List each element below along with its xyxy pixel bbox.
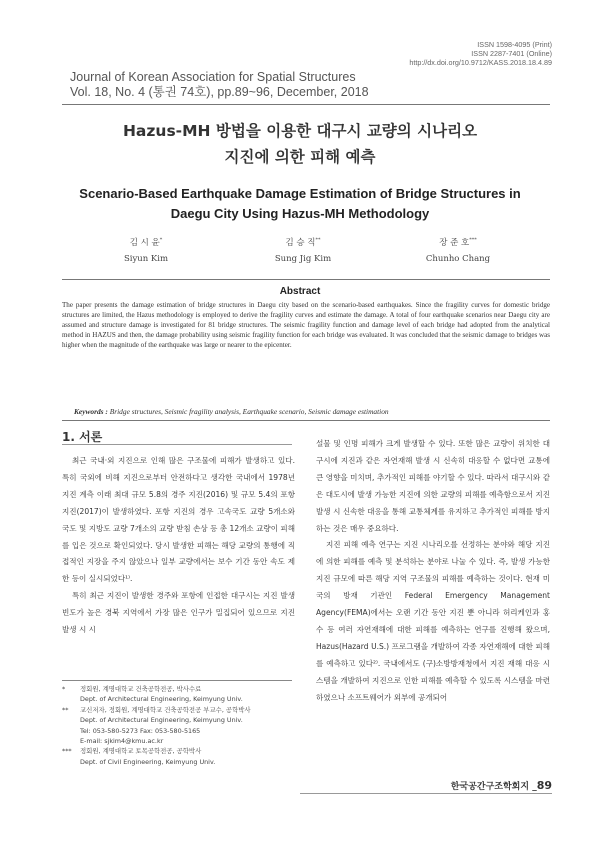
keywords-text: Bridge structures, Seismic fragility analysis, Earthquake scenario, Seismic damage estimation	[109, 407, 389, 416]
footnote-3-mark: ***	[62, 747, 72, 756]
footer-separator: _	[532, 782, 537, 792]
abstract-text: The paper presents the damage estimation of bridge structures in Daegu city based on the scenario-based earthquakes. Since the fragility curves for domestic bridge structures are limited, the Hazus methodology is employed to derive the fragility curves and estimate the damage. A total of four earthquake scenarios near Daegu city are assumed and structure damage is investigated for 81 bridge structures. The seismic fragility function and damage level of each bridge had adopted from the analytical method in HAZUS and then, the damage probability using seismic fragility function for each bridge was evaluated. It was concluded that the seismic damage to bridges was higher when the magnitude of the earthquake was large or nearer to the epicenter.	[62, 301, 550, 349]
footnote-2	[62, 705, 297, 747]
author-1	[86, 230, 206, 265]
author-2-name-en: Sung Jig Kim	[274, 253, 332, 264]
issn-print: ISSN 1598-4095 (Print)	[477, 40, 552, 49]
footnotes	[62, 684, 297, 767]
footnote-3	[62, 746, 297, 767]
journal-header	[70, 70, 369, 100]
footnote-1	[62, 684, 297, 705]
footnote-2-email[interactable]: E-mail: sjkim4@kmu.ac.kr	[80, 737, 164, 746]
footer-journal: 한국공간구조학회지	[450, 782, 530, 792]
journal-name: Journal of Korean Association for Spatial Structures	[70, 70, 356, 84]
footnote-1-mark: *	[62, 685, 66, 693]
footnote-rule	[62, 680, 292, 681]
author-3	[398, 230, 518, 265]
abstract-bottom-rule	[62, 420, 550, 421]
footnote-3-line1: 정회원, 계명대학교 토목공학전공, 공학박사	[80, 747, 202, 756]
right-paragraph-2: 지진 피해 예측 연구는 지진 시나리오를 선정하는 분야와 해당 지진에 의한 피해를 예측 및 분석하는 분야로 나눌 수 있다. 즉, 발생 가능한 지진 규모에 따른 해당 지역 구조물의 피해를 예측하는 것이다. 현재 미국의 방재 기관인 Federal Emergency Management Agency(FEMA)에서는 오랜 기간 동안 지진 뿐 아니라 허리케인과 홍수 등 여러 자연재해에 대한 피해를 예측하는 연구를 진행해 왔으며, Hazus(Hazard U.S.) 프로그램을 개발하여 각종 자연재해에 대한 피해를 예측하고 있다²⁾. 국내에서도 (구)소방방재청에서 지진 재해 대응 시스템을 개발하여 지진으로 인한 피해를 예측할 수 있도록 시스템을 마련하였으나 소프트웨어가 외부에 공개되어	[316, 540, 550, 702]
left-paragraph-1: 최근 국내·외 지진으로 인해 많은 구조물에 피해가 발생하고 있다. 특히 국외에 비해 지진으로부터 안전하다고 생각한 국내에서 1978년 지진 계측 이래 최대 규모 5.8의 경주 지진(2016) 및 규모 5.4의 포항 지진(2017)이 발생하였다. 포항 지진의 경우 고속국도 교량 5개소와 국도 및 지방도 교량 7개소의 교량 받침 손상 등 총 12개소 교량이 피해를 입은 것으로 확인되었다. 당시 발생한 피해는 해당 교량의 통행에 직접적인 지장을 주지 않았으나 일부 교량에서는 보수 기간 동안 속도 제한 등이 실시되었다¹⁾.	[62, 456, 295, 584]
author-1-mark: *	[159, 237, 163, 243]
keywords	[74, 407, 544, 416]
left-column	[62, 453, 295, 639]
footnote-2-mark: **	[62, 705, 69, 714]
author-2-mark: **	[315, 237, 321, 243]
issn-online: ISSN 2287-7401 (Online)	[471, 49, 552, 58]
footer-page-number: 89	[536, 779, 552, 792]
section-heading: 1. 서론	[62, 430, 103, 444]
footnote-2-phone: Tel: 053-580-5273 Fax: 053-580-5165	[80, 726, 201, 735]
footnote-2-line1: 교신저자, 정회원, 계명대학교 건축공학전공 부교수, 공학박사	[80, 705, 251, 714]
abstract-top-rule	[62, 279, 550, 280]
footnote-1-line1: 정회원, 계명대학교 건축공학전공, 박사수료	[80, 685, 202, 693]
title-korean-line2: 지진에 의한 피해 예측	[224, 148, 376, 166]
volume-line: Vol. 18, No. 4 (통권 74호), pp.89~96, December, 2018	[70, 85, 369, 99]
footnote-2-line2: Dept. of Architectural Engineering, Keimyung Univ.	[80, 716, 243, 725]
page-footer	[451, 779, 552, 792]
right-column	[316, 436, 550, 707]
footnote-3-line2: Dept. of Civil Engineering, Keimyung Univ.	[80, 757, 216, 766]
author-1-name-ko: 김 시 윤	[129, 237, 160, 248]
footnote-1-line2: Dept. of Architectural Engineering, Keimyung Univ.	[80, 695, 243, 704]
title-english-line1: Scenario-Based Earthquake Damage Estimation of Bridge Structures in	[79, 186, 521, 201]
left-paragraph-2: 특히 최근 지진이 발생한 경주와 포항에 인접한 대구시는 지진 발생 빈도가 높은 경북 지역에서 가장 많은 인구가 밀집되어 있으므로 지진 발생 시 시	[62, 591, 295, 635]
title-korean-line1: Hazus-MH 방법을 이용한 대구시 교량의 시나리오	[122, 122, 478, 140]
author-2-name-ko: 김 승 직	[285, 237, 316, 248]
doi-link[interactable]: http://dx.doi.org/10.9712/KASS.2018.18.4.89	[409, 58, 552, 67]
author-1-name-en: Siyun Kim	[123, 253, 169, 264]
keywords-label: Keywords :	[74, 407, 110, 416]
title-english-line2: Daegu City Using Hazus-MH Methodology	[170, 206, 430, 221]
author-2	[243, 230, 363, 265]
section-heading-underline	[62, 444, 292, 445]
footer-rule	[300, 793, 552, 794]
right-paragraph-1: 설물 및 인명 피해가 크게 발생할 수 있다. 또한 많은 교량이 위치한 대구시에 지진과 같은 자연재해 발생 시 신속히 대응할 수 없다면 교통에 큰 영향을 미치며, 추가적인 피해를 야기할 수 있다. 따라서 대구시와 같은 대도시에 발생 가능한 지진에 의한 교량의 피해를 예측함으로서 지진 발생 시 신속한 대응을 통해 교통체계를 유지하고 추가적인 피해를 방지하는 것은 매우 중요하다.	[316, 439, 550, 533]
author-3-mark: ***	[469, 237, 477, 243]
issn-block	[409, 40, 552, 67]
abstract-heading: Abstract	[279, 286, 321, 297]
author-3-name-en: Chunho Chang	[425, 253, 491, 264]
header-rule	[62, 104, 550, 105]
author-3-name-ko: 장 준 호	[439, 237, 470, 248]
